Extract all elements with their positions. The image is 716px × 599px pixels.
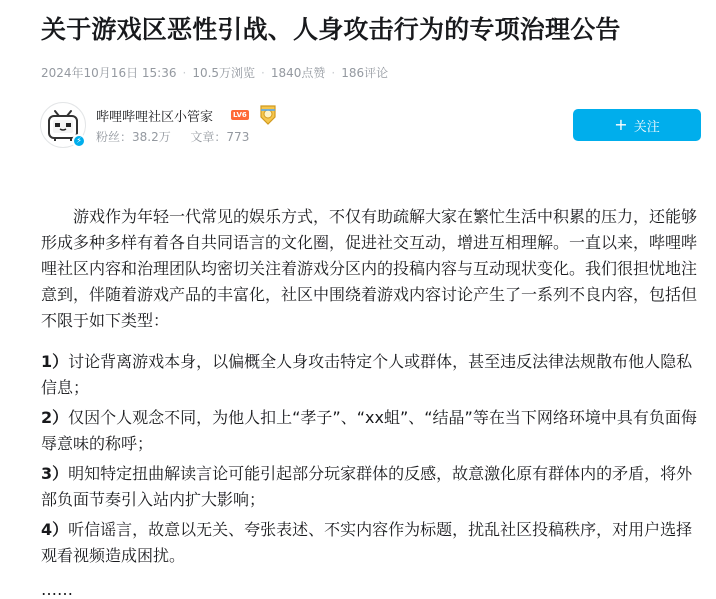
list-item: [41, 461, 701, 513]
posts-count: 773: [226, 130, 250, 144]
author-name[interactable]: 哔哩哔哩社区小管家: [96, 110, 214, 125]
article-body: [41, 204, 701, 573]
plus-icon: +: [614, 115, 628, 134]
item-text: 明知特定扭曲解读言论可能引起部分玩家群体的反感，故意激化原有群体内的矛盾，将外部负面节奏引入站内扩大影响；: [41, 464, 693, 509]
truncation-ellipsis: ……: [41, 580, 73, 599]
list-item: [41, 349, 701, 401]
meta-separator: ·: [331, 65, 336, 80]
follow-label: 关注: [633, 119, 660, 135]
fans-count: 38.2万: [132, 130, 171, 144]
list-item: [41, 517, 701, 569]
item-number: 2）: [41, 408, 69, 427]
view-count: 10.5万浏览: [192, 66, 256, 80]
item-text: 讨论背离游戏本身，以偏概全人身攻击特定个人或群体，甚至违反法律法规散布他人隐私信息；: [41, 352, 693, 397]
item-text: 仅因个人观念不同，为他人扣上“孝子”、“xx蛆”、“结晶”等在当下网络环境中具有负面侮辱意味的称呼；: [41, 408, 697, 453]
publish-date: 2024年10月16日 15:36: [41, 66, 177, 80]
article-meta: [41, 64, 388, 81]
meta-separator: ·: [261, 65, 265, 80]
follow-button[interactable]: [573, 109, 701, 141]
comment-count[interactable]: 186评论: [341, 66, 389, 80]
like-count: 1840点赞: [270, 66, 326, 80]
item-text: 听信谣言，故意以无关、夸张表述、不实内容作为标题，扰乱社区投稿秩序，对用户选择观看视频造成困扰。: [41, 520, 693, 565]
level-badge: LV6: [233, 111, 247, 119]
author-stats: [96, 128, 249, 145]
item-number: 4）: [41, 520, 69, 539]
fans-label: 粉丝：: [96, 130, 133, 144]
item-number: 1）: [41, 352, 69, 371]
verified-badge-icon: ⚡: [72, 134, 86, 148]
intro-paragraph: 游戏作为年轻一代常见的娱乐方式，不仅有助疏解大家在繁忙生活中积累的压力，还能够形成多种多样有着各自共同语言的文化圈，促进社交互动，增进互相理解。一直以来，哔哩哔哩社区内容和治理团队均密切关注着游戏分区内的投稿内容与互动现状变化。我们很担忧地注意到，伴随着游戏产品的丰富化，社区中围绕着游戏内容讨论产生了一系列不良内容，包括但不限于如下类型：: [41, 207, 698, 330]
article-title: 关于游戏区恶性引战、人身攻击行为的专项治理公告: [41, 15, 621, 44]
item-number: 3）: [41, 464, 69, 483]
list-item: [41, 405, 701, 457]
meta-separator: ·: [182, 65, 187, 80]
medal-icon: [258, 104, 278, 126]
posts-label: 文章：: [190, 130, 227, 144]
